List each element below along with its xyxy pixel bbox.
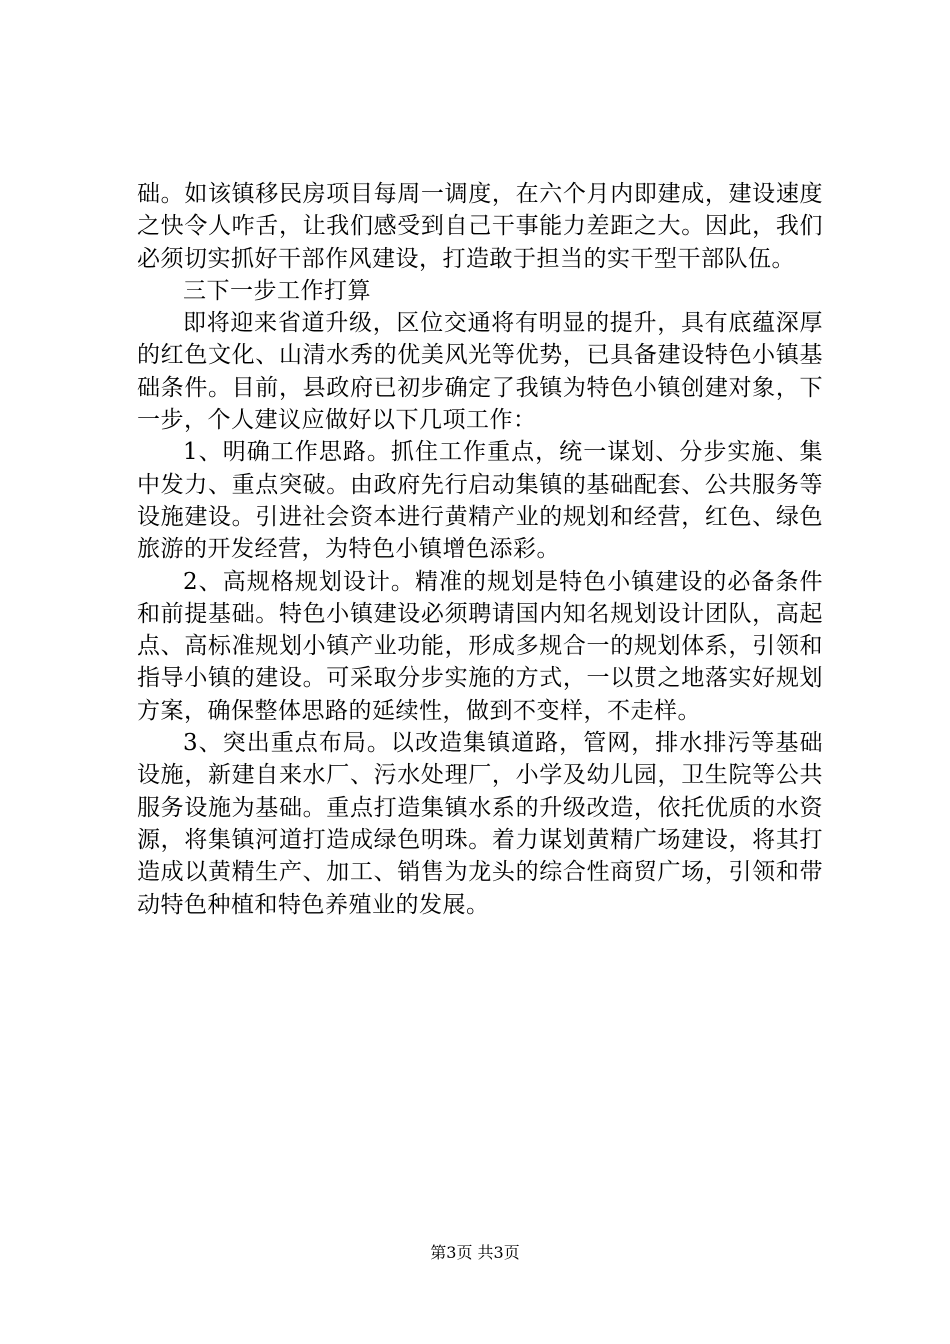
paragraph-intro: 即将迎来省道升级，区位交通将有明显的提升，具有底蕴深厚的红色文化、山清水秀的优美风光等优势，已具备建设特色小镇基础条件。目前，县政府已初步确定了我镇为特色小镇创建对象，下一步，个人建议应做好以下几项工作： [137,310,823,434]
page-footer [0,1243,950,1263]
paragraph-item-1: 1、明确工作思路。抓住工作重点，统一谋划、分步实施、集中发力、重点突破。由政府先行启动集镇的基础配套、公共服务等设施建设。引进社会资本进行黄精产业的规划和经营，红色、绿色旅游的开发经营，为特色小镇增色添彩。 [137,439,823,563]
paragraph-item-3: 3、突出重点布局。以改造集镇道路，管网，排水排污等基础设施，新建自来水厂、污水处理厂，小学及幼儿园，卫生院等公共服务设施为基础。重点打造集镇水系的升级改造，依托优质的水资源，将集镇河道打造成绿色明珠。着力谋划黄精广场建设，将其打造成以黄精生产、加工、销售为龙头的综合性商贸广场，引领和带动特色种植和特色养殖业的发展。 [137,730,823,918]
paragraph-item-2: 2、高规格规划设计。精准的规划是特色小镇建设的必备条件和前提基础。特色小镇建设必须聘请国内知名规划设计团队，高起点、高标准规划小镇产业功能，形成多规合一的规划体系，引领和指导小镇的建设。可采取分步实施的方式，一以贯之地落实好规划方案，确保整体思路的延续性，做到不变样，不走样。 [137,568,823,724]
paragraph-continuation: 础。如该镇移民房项目每周一调度，在六个月内即建成，建设速度之快令人咋舌，让我们感受到自己干事能力差距之大。因此，我们必须切实抓好干部作风建设，打造敢于担当的实干型干部队伍。 [137,181,823,272]
section-heading: 三下一步工作打算 [183,277,371,304]
document-body [137,178,823,921]
page-number-label: 第3页 共3页 [430,1243,520,1262]
